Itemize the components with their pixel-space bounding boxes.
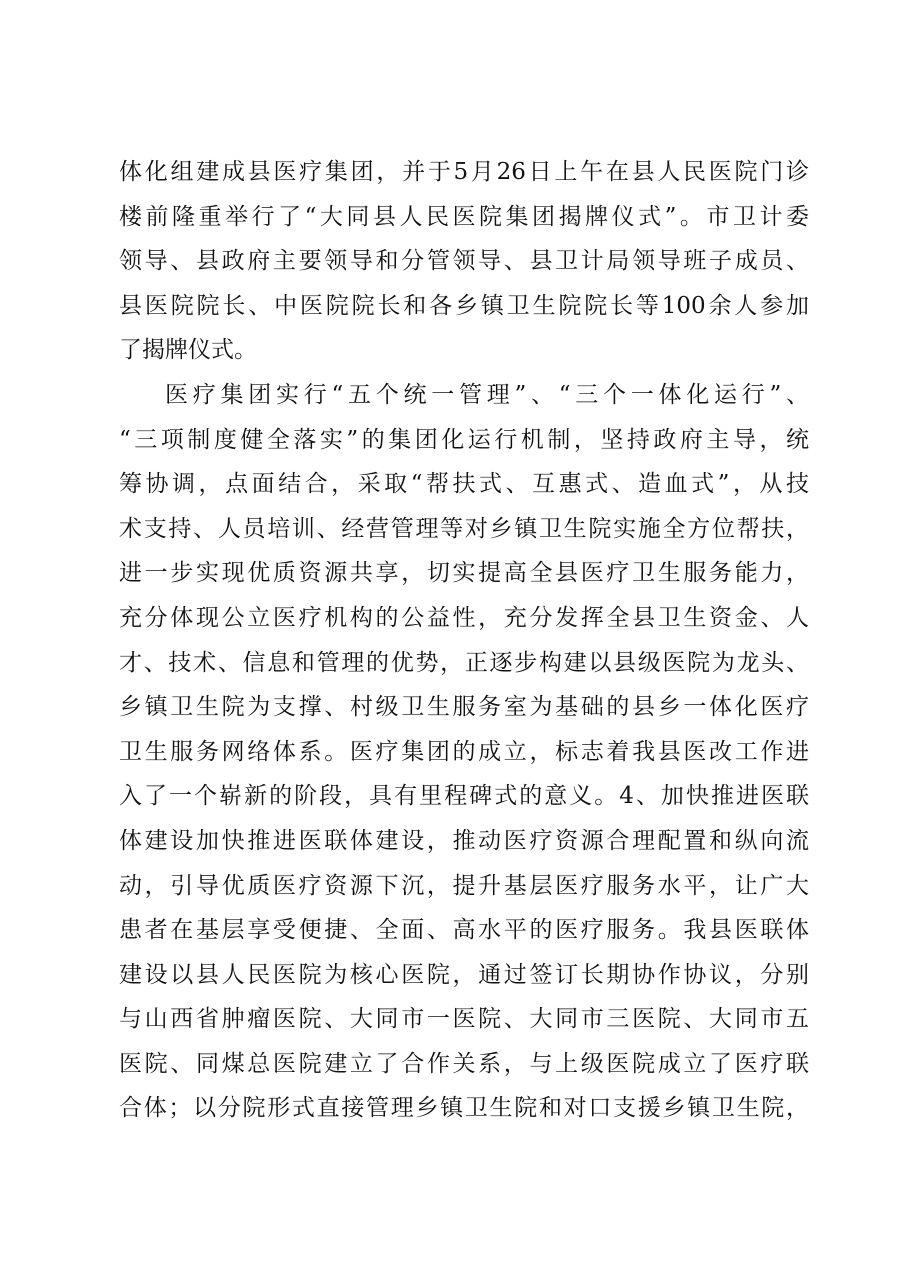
text-line: 术支持、人员培训、经营管理等对乡镇卫生院实施全方位帮扶， — [119, 515, 809, 542]
text-line: 乡镇卫生院为支撑、村级卫生服务室为基础的县乡一体化医疗 — [119, 694, 809, 721]
text-line: “三项制度健全落实”的集团化运行机制，坚持政府主导，统 — [119, 426, 809, 453]
text-line: 领导、县政府主要领导和分管领导、县卫计局领导班子成员、 — [119, 248, 809, 275]
text-line: 建设以县人民医院为核心医院，通过签订长期协作协议，分别 — [119, 961, 809, 988]
paragraph-2 — [119, 373, 809, 1131]
text-line: 患者在基层享受便捷、全面、高水平的医疗服务。我县医联体 — [119, 917, 809, 944]
text-line: 医疗集团实行“五个统一管理”、“三个一体化运行”、 — [165, 381, 809, 408]
text-line: 进一步实现优质资源共享，切实提高全县医疗卫生服务能力， — [119, 560, 809, 587]
text-line: 合体；以分院形式直接管理乡镇卫生院和对口支援乡镇卫生院， — [119, 1095, 809, 1122]
text-line: 体化组建成县医疗集团，并于5月26日上午在县人民医院门诊 — [119, 159, 809, 185]
text-line: 筹协调，点面结合，采取“帮扶式、互惠式、造血式”，从技 — [119, 471, 809, 498]
paragraph-1 — [119, 150, 809, 373]
document-body — [119, 150, 809, 1131]
text-line: 县医院院长、中医院院长和各乡镇卫生院院长等100余人参加 — [119, 292, 809, 319]
text-line: 充分体现公立医疗机构的公益性，充分发挥全县卫生资金、人 — [119, 604, 809, 631]
text-line: 入了一个崭新的阶段，具有里程碑式的意义。4、加快推进医联 — [119, 783, 809, 810]
text-line: 与山西省肿瘤医院、大同市一医院、大同市三医院、大同市五 — [119, 1006, 809, 1033]
text-line: 楼前隆重举行了“大同县人民医院集团揭牌仪式”。市卫计委 — [119, 203, 809, 230]
text-line: 体建设加快推进医联体建设，推动医疗资源合理配置和纵向流 — [119, 827, 809, 854]
text-line: 动，引导优质医疗资源下沉，提升基层医疗服务水平，让广大 — [119, 872, 809, 899]
text-line: 医院、同煤总医院建立了合作关系，与上级医院成立了医疗联 — [119, 1050, 809, 1077]
text-line: 才、技术、信息和管理的优势，正逐步构建以县级医院为龙头、 — [119, 649, 809, 676]
text-line: 了揭牌仪式。 — [119, 337, 257, 364]
text-line: 卫生服务网络体系。医疗集团的成立，标志着我县医改工作进 — [119, 738, 809, 765]
